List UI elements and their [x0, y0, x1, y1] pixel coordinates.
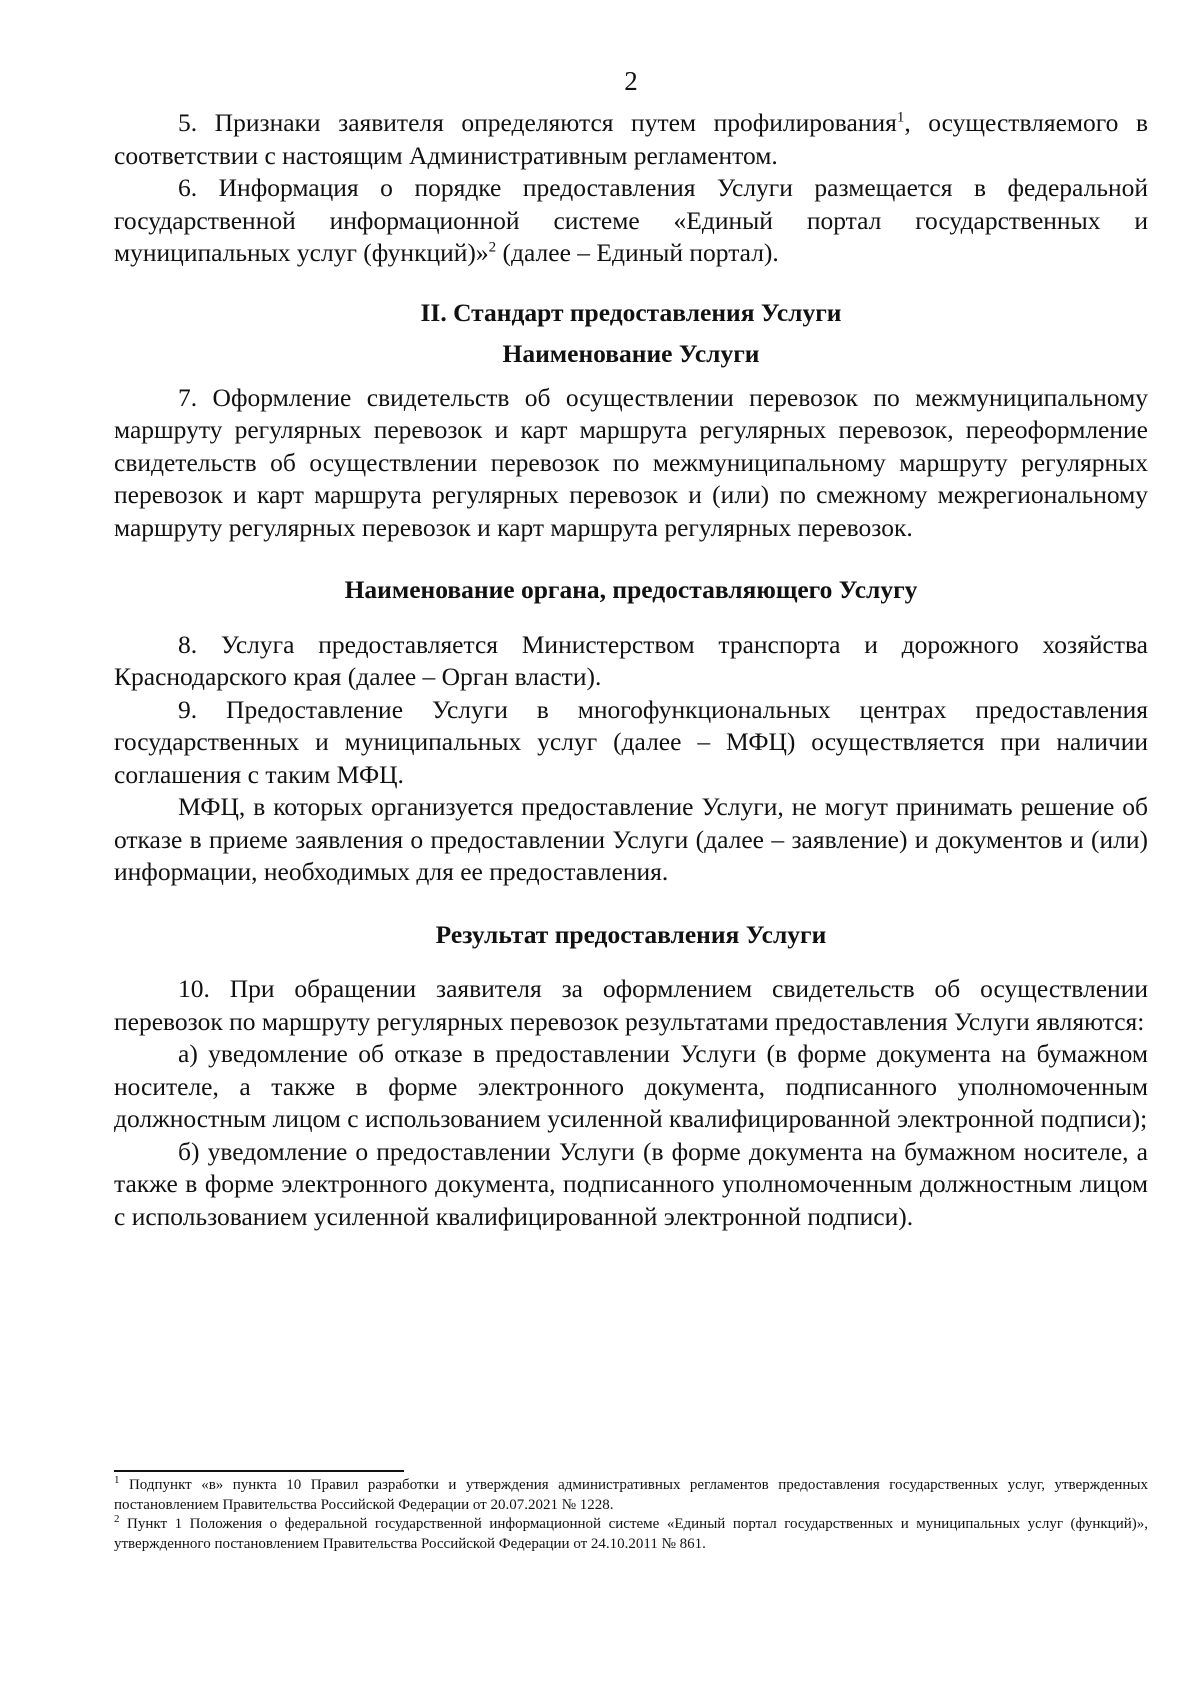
heading-service-name: Наименование Услуги [502, 339, 760, 368]
heading-service-result: Результат предоставления Услуги [435, 919, 827, 949]
footnote-1-mark: 1 [114, 1474, 120, 1486]
heading-service-organ: Наименование органа, предоставляющего Услугу [344, 575, 918, 604]
paragraph-10-b: б) уведомление о предоставлении Услуги (в форме документа на бумажном носителе, а также в форме электронного документа, подписанного уполномоченным должностным лицом с использованием усиленной квалифицированной электронной подписи). [114, 1136, 1148, 1231]
footnote-divider [114, 1470, 404, 1472]
section-title: II. Стандарт предоставления Услуги [420, 297, 842, 327]
footnote-2 [114, 1515, 1148, 1554]
paragraph-7: 7. Оформление свидетельств об осуществлении перевозок по межмуниципальному маршруту регулярных перевозок и карт маршрута регулярных перевозок, переоформление свидетельств об осуществлении перевозок по межмуниципальному маршруту регулярных перевозок и карт маршрута регулярных перевозок и (или) по смежному межрегиональному маршруту регулярных перевозок и карт маршрута регулярных перевозок. [114, 382, 1148, 542]
paragraph-9-mfc: МФЦ, в которых организуется предоставление Услуги, не могут принимать решение об отказе в приеме заявления о предоставлении Услуги (далее – заявление) и документов и (или) информации, необходимых для ее предоставления. [114, 792, 1148, 886]
footnote-1-text: Подпункт «в» пункта 10 Правил разработки и утверждения административных регламентов предоставления государственных услуг, утвержденных постановлением Правительства Российской Федерации от 20.07.2021 № 1228. [114, 1477, 1148, 1513]
page-number: 2 [624, 66, 638, 96]
paragraph-10-a: а) уведомление об отказе в предоставлении Услуги (в форме документа на бумажном носителе, а также в форме электронного документа, подписанного уполномоченным должностным лицом с использованием усиленной квалифицированной электронной подписи); [114, 1039, 1148, 1133]
footnote-ref-2: 2 [488, 239, 497, 256]
paragraph-5-text: 5. Признаки заявителя определяются путем профилирования [178, 108, 897, 137]
paragraph-5 [114, 107, 1148, 172]
paragraph-9: 9. Предоставление Услуги в многофункциональных центрах предоставления государственных и муниципальных услуг (далее – МФЦ) осуществляется при наличии соглашения с таким МФЦ. [114, 694, 1148, 789]
paragraph-8: 8. Услуга предоставляется Министерством транспорта и дорожного хозяйства Краснодарского края (далее – Орган власти). [114, 629, 1148, 691]
footnote-2-mark: 2 [114, 1513, 120, 1525]
paragraph-6-text: 6. Информация о порядке предоставления Услуги размещается в федеральной государственной информационной системе «Единый портал государственных и муниципальных услуг (функций)» [114, 173, 1148, 267]
footnote-2-text: Пункт 1 Положения о федеральной государственной информационной системе «Единый портал государственных и муниципальных услуг (функций)», утвержденного постановлением Правительства Российской Федерации от 24.10.2011 № 861. [114, 1516, 1148, 1552]
footnote-ref-1: 1 [896, 109, 905, 126]
paragraph-6-tail: (далее – Единый портал). [496, 238, 779, 267]
footnotes [114, 1476, 1148, 1554]
footnote-1 [114, 1476, 1148, 1515]
paragraph-10: 10. При обращении заявителя за оформлением свидетельств об осуществлении перевозок по маршруту регулярных перевозок результатами предоставления Услуги являются: [114, 974, 1148, 1036]
paragraph-5-tail: , осуществляемого в соответствии с настоящим Административным регламентом. [114, 108, 1148, 170]
paragraph-6 [114, 172, 1148, 270]
